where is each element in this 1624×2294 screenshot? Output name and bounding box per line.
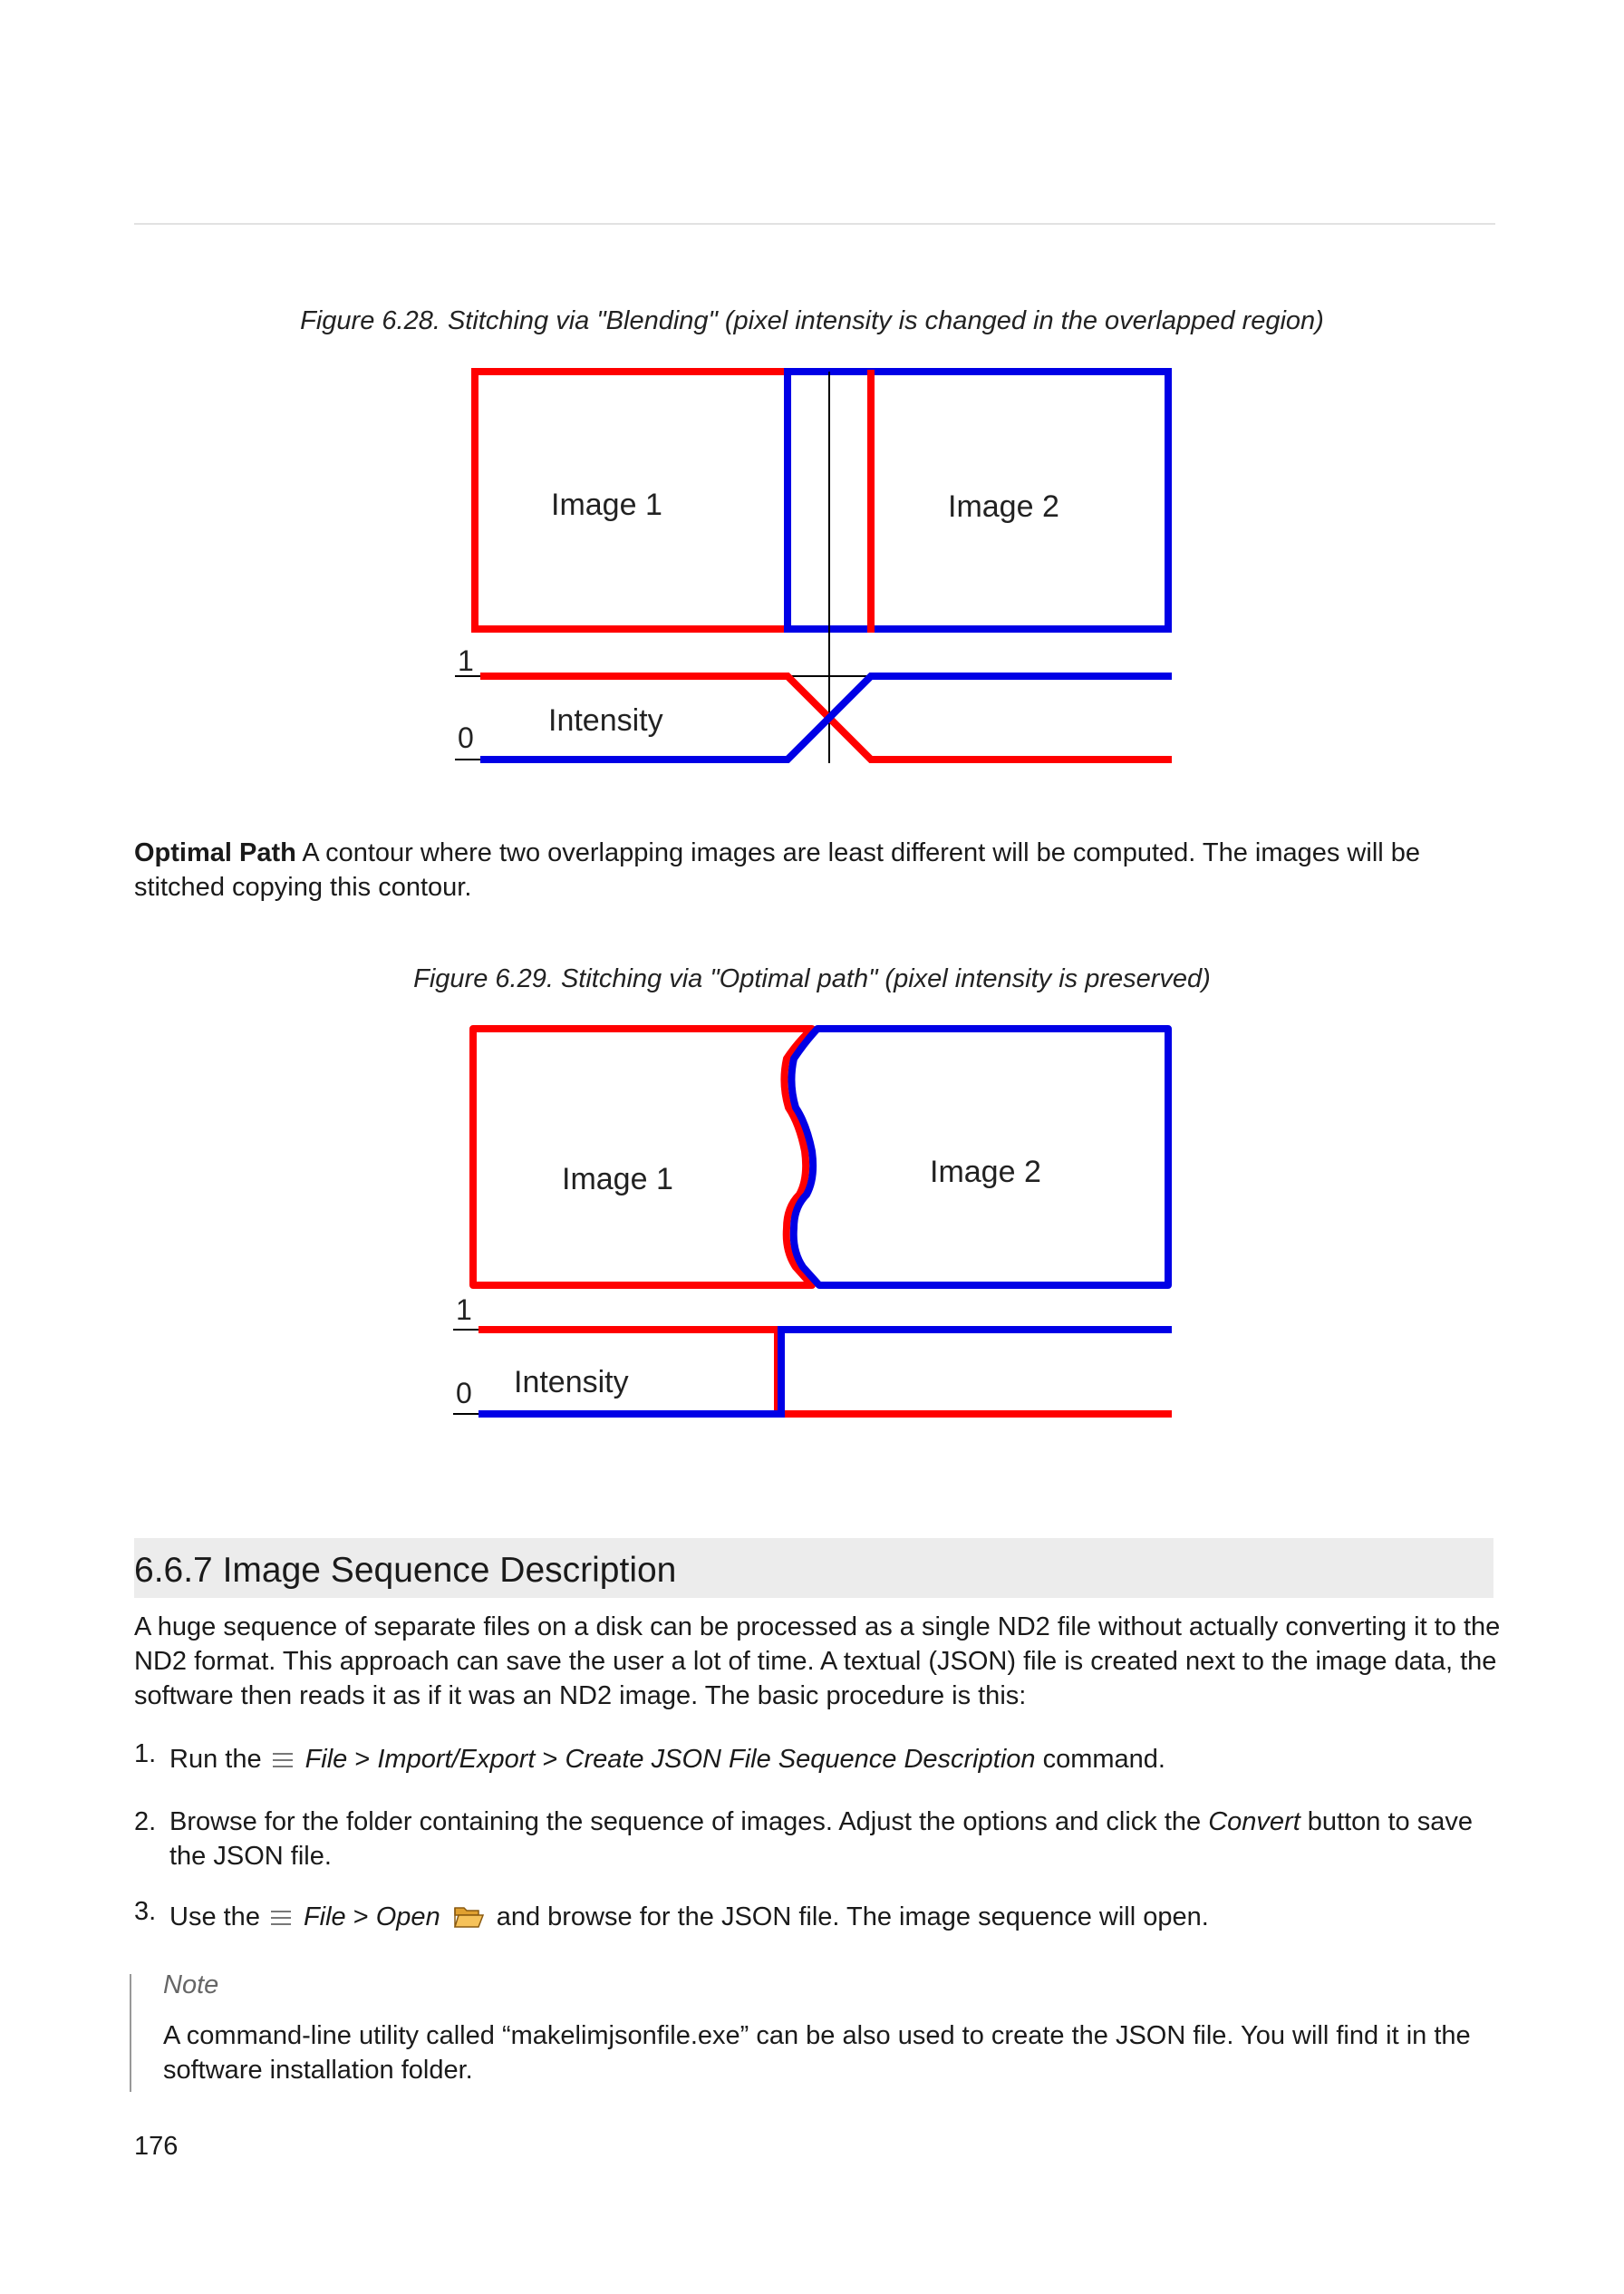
fig28-tick-0: 0 — [458, 721, 474, 754]
step-3-number: 3. — [134, 1897, 157, 1926]
hamburger-menu-icon — [273, 1752, 293, 1768]
step-2-pre: Browse for the folder containing the sequence of images. Adjust the options and click the — [169, 1807, 1209, 1836]
figure-28-caption: Figure 6.28. Stitching via "Blending" (pixel intensity is changed in the overlapped region) — [300, 306, 1324, 335]
fig28-image2-label: Image 2 — [948, 489, 1059, 524]
fig29-tick-1: 1 — [456, 1293, 472, 1326]
fig29-tick-0: 0 — [456, 1377, 472, 1409]
fig29-image1-label: Image 1 — [562, 1162, 673, 1196]
step-2-post: button to save the JSON file. — [169, 1807, 1473, 1871]
fig29-image1-frame — [473, 1029, 812, 1285]
note-text: A command-line utility called “makelimjsonfile.exe” can be also used to create the JSON file. You will find it in the software installation folder. — [163, 2021, 1471, 2085]
step-3-sep: > — [345, 1902, 376, 1931]
figure-28-blending-diagram — [444, 358, 1187, 775]
header-rule — [134, 223, 1495, 225]
step-1-create-json: Create JSON File Sequence Description — [565, 1745, 1036, 1774]
step-2-text — [169, 1805, 1502, 1873]
step-1-text — [169, 1742, 1502, 1776]
optimal-path-text: A contour where two overlapping images are least different will be computed. The images will be stitched copying this contour. — [134, 838, 1421, 902]
step-3-text — [169, 1900, 1502, 1934]
section-title: 6.6.7 Image Sequence Description — [134, 1551, 677, 1590]
section-heading-bar — [134, 1538, 1494, 1598]
page-number: 176 — [134, 2132, 179, 2161]
step-2-number: 2. — [134, 1807, 157, 1836]
fig28-image1-frame — [475, 372, 871, 629]
step-1-tail: command. — [1035, 1745, 1165, 1774]
fig28-tick-1: 1 — [458, 644, 474, 677]
step-1-sep1: > — [347, 1745, 378, 1774]
step-3-file: File — [303, 1902, 346, 1931]
fig28-intensity-label: Intensity — [548, 703, 663, 738]
fig29-intensity-label: Intensity — [514, 1365, 629, 1399]
optimal-path-term: Optimal Path — [134, 838, 296, 867]
hamburger-menu-icon — [271, 1910, 291, 1926]
step-1-file: File — [304, 1745, 348, 1774]
step-3-use: Use the — [169, 1902, 260, 1931]
note-bar — [130, 1974, 131, 2092]
step-3-open: Open — [375, 1902, 440, 1931]
step-3-tail: and browse for the JSON file. The image sequence will open. — [496, 1902, 1209, 1931]
fig29-image2-label: Image 2 — [930, 1155, 1041, 1189]
optimal-path-paragraph — [134, 836, 1503, 905]
step-1-import-export: Import/Export — [377, 1745, 536, 1774]
section-intro: A huge sequence of separate files on a disk can be processed as a single ND2 file without actually converting it to the ND2 format. This approach can save the user a lot of time. A textual (JSON) file is created next to the image data, the software then reads it as if it was an ND2 image. The basic procedure is this: — [134, 1612, 1501, 1710]
step-1-run: Run the — [169, 1745, 262, 1774]
figure-29-caption: Figure 6.29. Stitching via "Optimal path" (pixel intensity is preserved) — [413, 964, 1211, 993]
fig28-image1-label: Image 1 — [551, 488, 662, 522]
folder-open-icon — [453, 1903, 484, 1931]
step-1-number: 1. — [134, 1739, 157, 1768]
figure-29-optimal-path-diagram — [444, 1015, 1187, 1432]
note-label: Note — [163, 1970, 219, 1999]
step-2-convert: Convert — [1208, 1807, 1300, 1836]
step-1-sep2: > — [535, 1745, 566, 1774]
